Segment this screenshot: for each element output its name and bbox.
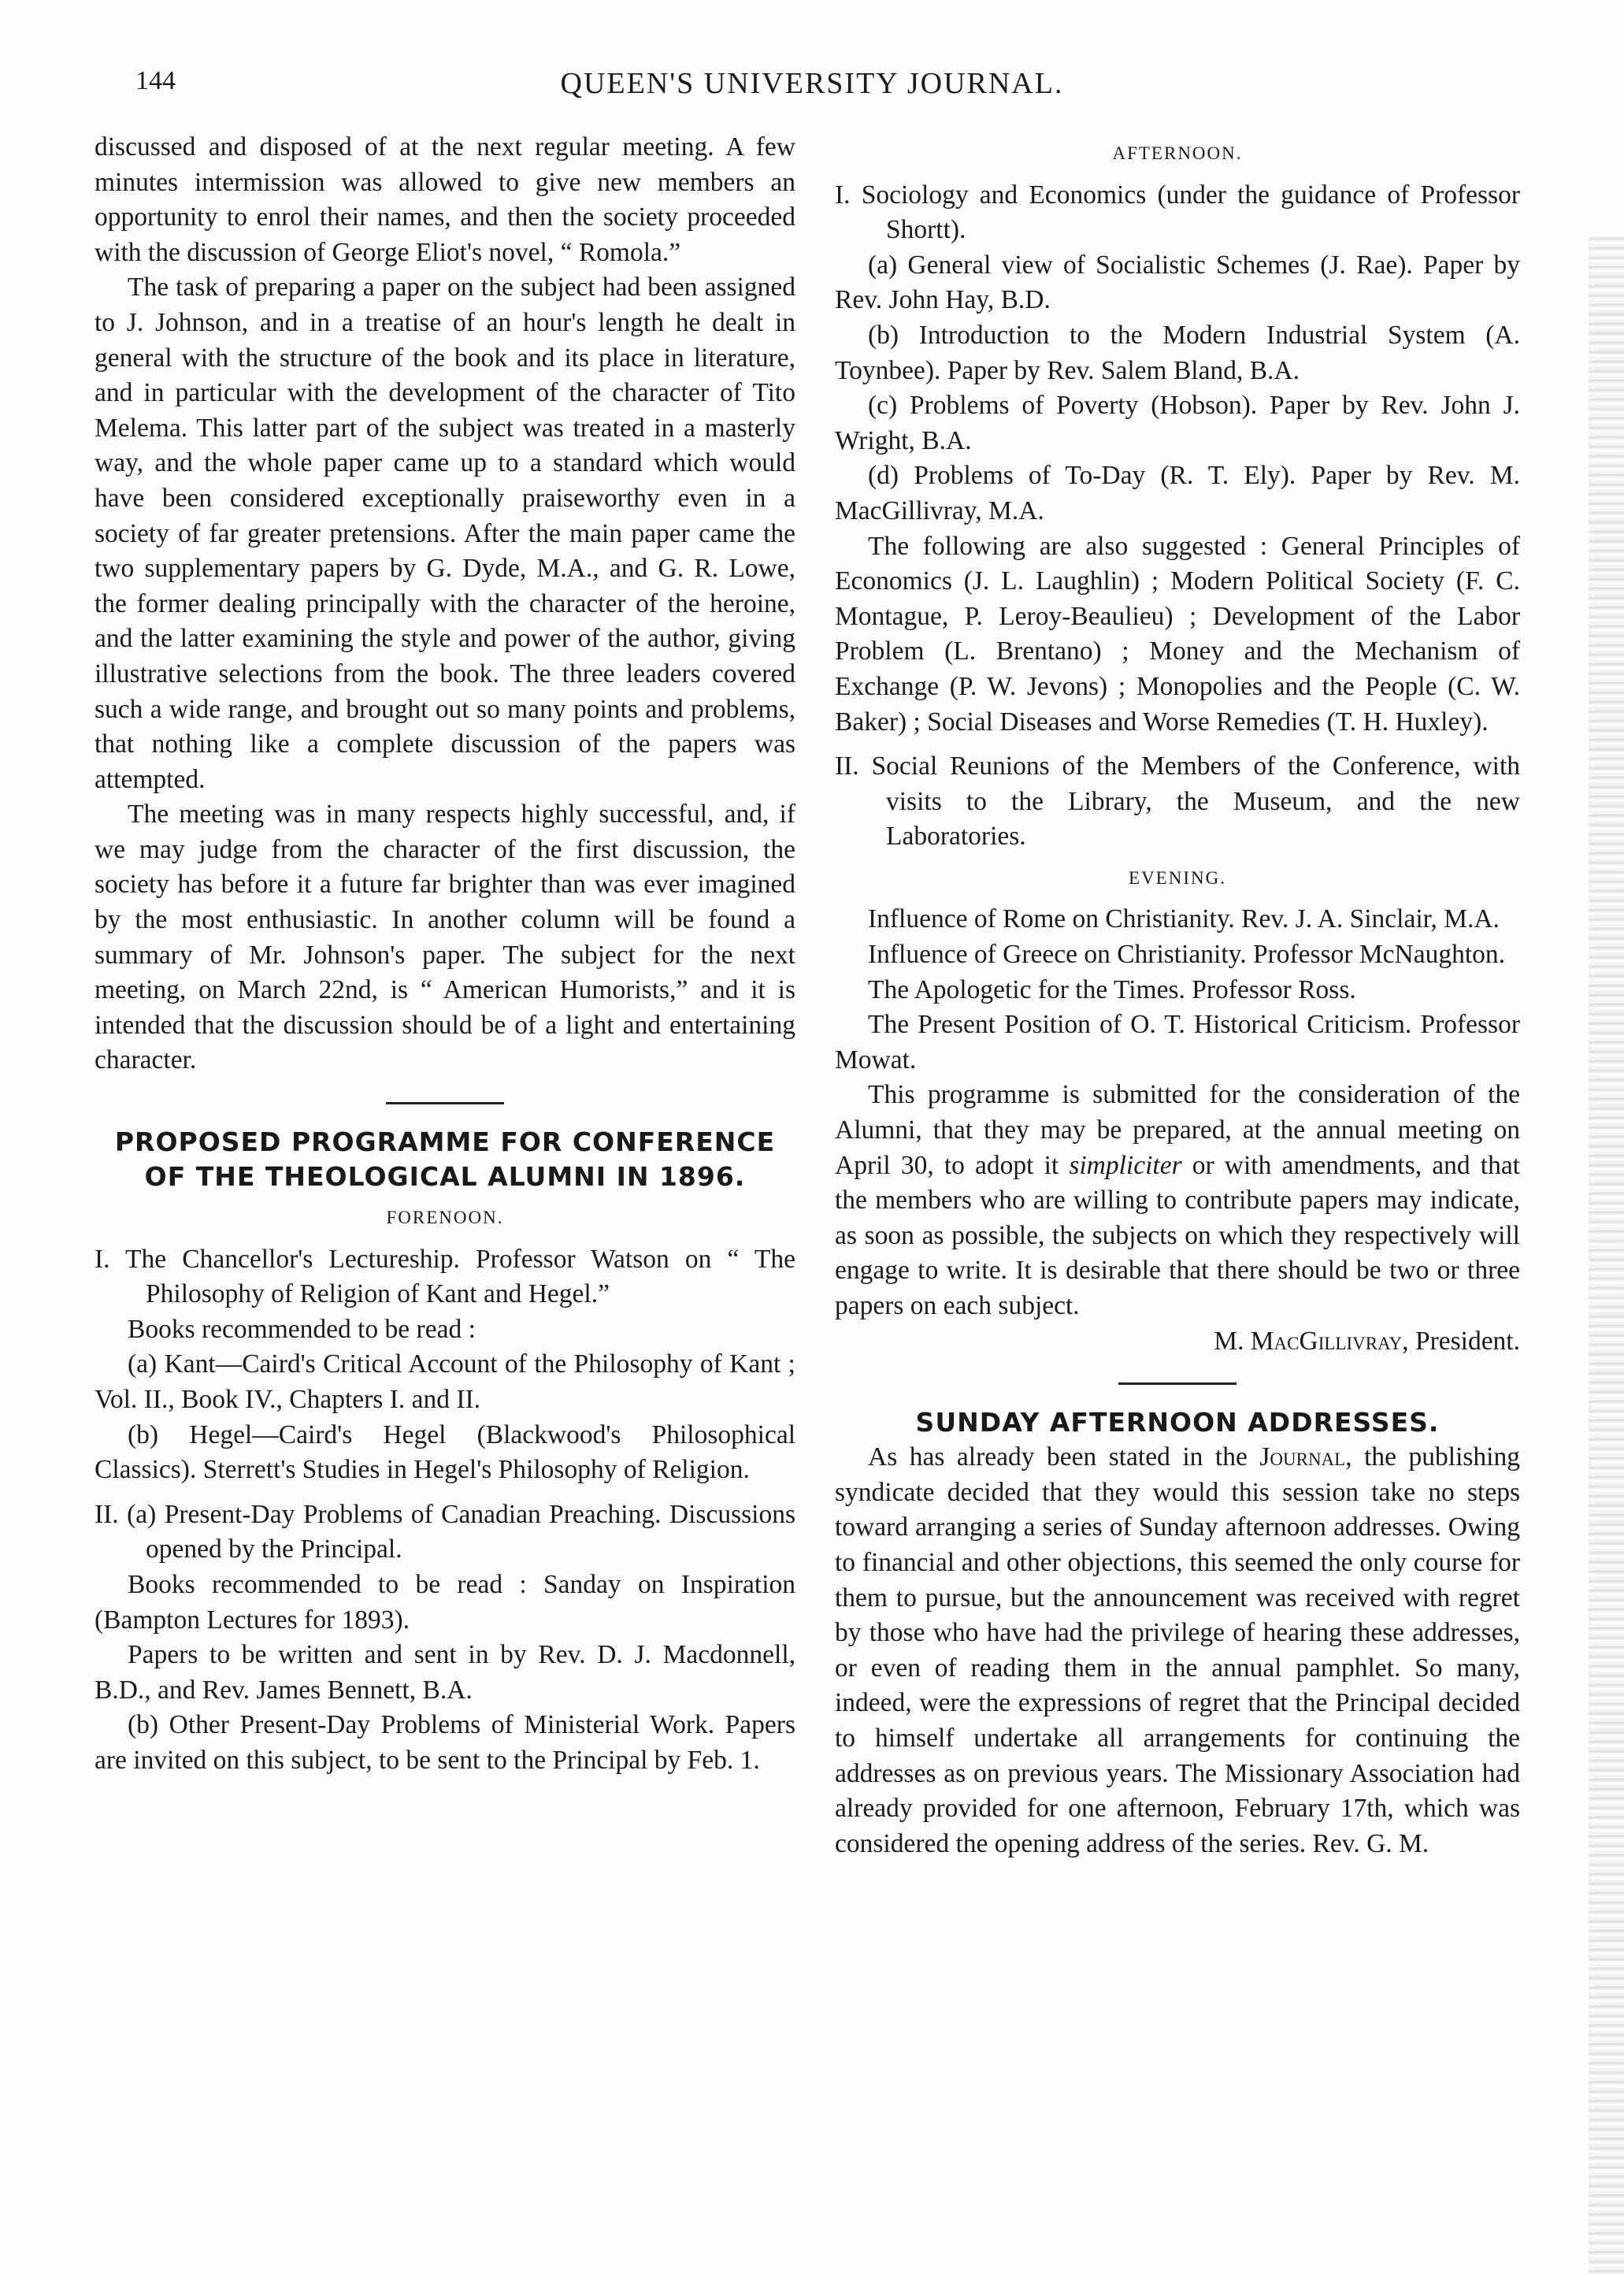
paragraph-romola-paper: The task of preparing a paper on the subject had been assigned to J. Johnson, and in a treatise of an hour's length he dealt in general with the structure of the book and its place in literature, and in particular with the development of the character of Tito Melema. This latter part of the subject was treated in a masterly way, and the whole paper came up to a standard which would have been considered exceptionally praiseworthy even in a society of far greater pretensions. After the main paper came the two supplementary papers by G. Dyde, M.A., and G. R. Lowe, the former dealing principally with the character of the heroine, and the latter examining the style and power of the author, giving illustrative selections from the book. The three leaders covered such a wide range, and brought out so many points and problems, that nothing like a complete discussion of the papers was attempted.: [95, 273, 795, 794]
programme-item-2b: (b) Other Present-Day Problems of Ministerial Work. Papers are invited on this subject, to be sent to the Principal by Feb. 1.: [95, 1710, 795, 1775]
evening-item-2: Influence of Greece on Christianity. Professor McNaughton.: [868, 940, 1506, 970]
section-divider: [386, 1102, 504, 1104]
afternoon-item-1b: (b) Introduction to the Modern Industrial System (A. Toynbee). Paper by Rev. Salem Bland, B.A.: [835, 320, 1520, 385]
evening-item-1: Influence of Rome on Christianity. Rev. J. A. Sinclair, M.A.: [868, 904, 1500, 934]
subhead-afternoon: AFTERNOON.: [1112, 143, 1243, 163]
section-divider-right: [1118, 1382, 1237, 1385]
paragraph-meeting-success: The meeting was in many respects highly successful, and, if we may judge from the character of the first discussion, the society has before it a future far brighter than was ever imagined by the most enthusiastic. In another column will be found a summary of Mr. Johnson's paper. The subject for the next meeting, on March 22nd, is “ American Humorists,” and it is intended that the discussion should be of a light and entertaining character.: [95, 800, 795, 1075]
also-suggested: The following are also suggested : General Principles of Economics (J. L. Laughlin) ; Modern Political Society (F. C. Montague, P. Leroy-Beaulieu) ; Development of the Labor Problem (L. Brentano) ; Money and the Mechanism of Exchange (P. W. Jevons) ; Monopolies and the People (C. W. Baker) ; Social Diseases and Worse Remedies (T. H. Huxley).: [835, 531, 1520, 737]
evening-item-4: The Present Position of O. T. Historical Criticism. Professor Mowat.: [835, 1010, 1520, 1074]
signature: [835, 1324, 1520, 1360]
simpliciter-italic: simpliciter: [1069, 1150, 1182, 1180]
left-column: [95, 130, 795, 1779]
section-title-line-2: OF THE THEOLOGICAL ALUMNI IN 1896.: [144, 1161, 746, 1193]
section-title-conference: [95, 1125, 795, 1194]
section-title-line-1: PROPOSED PROGRAMME FOR CONFERENCE: [114, 1126, 776, 1158]
afternoon-item-2: II. Social Reunions of the Members of the Conference, with visits to the Library, the Museum, and the new Laboratories.: [835, 752, 1520, 852]
signature-title: President.: [1408, 1326, 1520, 1356]
scan-edge-shadow: [1589, 236, 1624, 2275]
journal-title: QUEEN'S UNIVERSITY JOURNAL.: [560, 67, 1064, 100]
programme-item-1a: (a) Kant—Caird's Critical Account of the Philosophy of Kant ; Vol. II., Book IV., Chapters I. and II.: [95, 1349, 795, 1414]
afternoon-item-1: I. Sociology and Economics (under the guidance of Professor Shortt).: [835, 180, 1520, 245]
subhead-forenoon: FORENOON.: [386, 1208, 504, 1228]
books-recommended-1: Books recommended to be read :: [128, 1314, 476, 1344]
page-header: [0, 63, 1624, 110]
section-title-sunday: SUNDAY AFTERNOON ADDRESSES.: [915, 1407, 1440, 1438]
programme-item-2a: II. (a) Present-Day Problems of Canadian Preaching. Discussions opened by the Principal.: [95, 1499, 795, 1564]
programme-item-1: I. The Chancellor's Lectureship. Professor Watson on “ The Philosophy of Religion of Kant and Hegel.”: [95, 1244, 795, 1309]
programme-item-1b: (b) Hegel—Caird's Hegel (Blackwood's Philosophical Classics). Sterrett's Studies in Hegel's Philosophy of Religion.: [95, 1420, 795, 1485]
papers-note: Papers to be written and sent in by Rev. D. J. Macdonnell, B.D., and Rev. James Bennett, B.A.: [95, 1640, 795, 1705]
afternoon-item-1a: (a) General view of Socialistic Schemes (J. Rae). Paper by Rev. John Hay, B.D.: [835, 250, 1520, 315]
books-recommended-2: Books recommended to be read : Sanday on Inspiration (Bampton Lectures for 1893).: [95, 1569, 795, 1635]
afternoon-item-1c: (c) Problems of Poverty (Hobson). Paper by Rev. John J. Wright, B.A.: [835, 391, 1520, 455]
subhead-evening: EVENING.: [1129, 867, 1226, 888]
paragraph-meeting-intro: discussed and disposed of at the next regular meeting. A few minutes intermission was allowed to give new members an opportunity to enrol their names, and then the society proceeded with the discussion of George Eliot's novel, “ Romola.”: [95, 132, 795, 267]
afternoon-item-1d: (d) Problems of To-Day (R. T. Ely). Paper by Rev. M. MacGillivray, M.A.: [835, 461, 1520, 525]
journal-smallcaps: Journal: [1259, 1442, 1346, 1472]
right-column: [835, 130, 1520, 1861]
page-number: 144: [135, 66, 176, 95]
evening-item-3: The Apologetic for the Times. Professor Ross.: [868, 974, 1356, 1004]
programme-submission: This programme is submitted for the consideration of the Alumni, that they may be prepared, at the annual meeting on April 30, to adopt it simpliciter or with amendments, and that the members who are willing to contribute papers may indicate, as soon as possible, the subjects on which they respectively will engage to write. It is desirable that there should be two or three papers on each subject.: [835, 1080, 1520, 1320]
paragraph-sunday-addresses: As has already been stated in the Journal, the publishing syndicate decided that they would this session take no steps toward arranging a series of Sunday afternoon addresses. Owing to financial and other objections, this seemed the only course for them to pursue, but the announcement was received with regret by those who have had the privilege of hearing these addresses, or even of reading them in the annual pamphlet. So many, indeed, were the expressions of regret that the Principal decided to himself undertake all arrangements for continuing the addresses as on previous years. The Missionary Association had already provided for one afternoon, February 17th, which was considered the opening address of the series. Rev. G. M.: [835, 1442, 1520, 1858]
signature-name: M. MacGillivray,: [1214, 1326, 1409, 1356]
